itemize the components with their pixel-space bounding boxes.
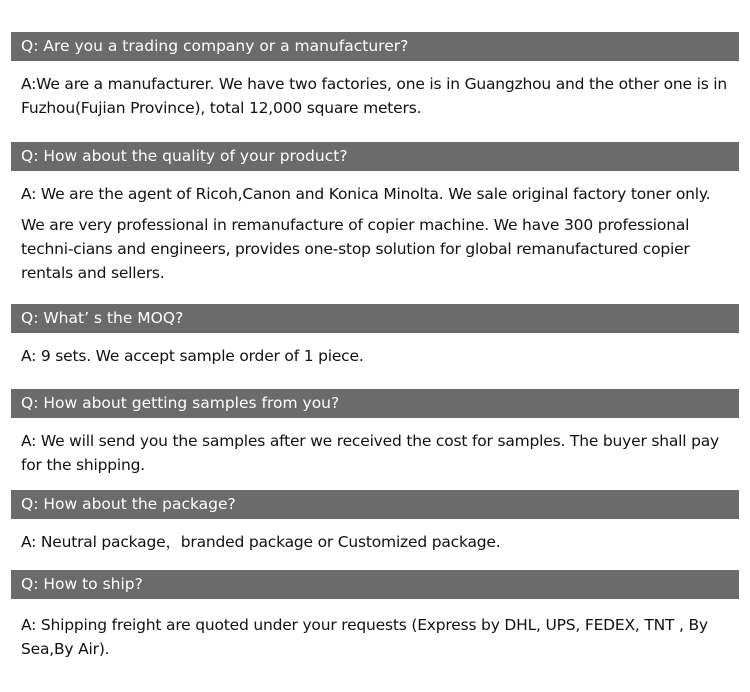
faq-answer-6 xyxy=(21,613,743,661)
faq-question-5: Q: How about the package? xyxy=(11,490,739,519)
faq-question-4: Q: How about getting samples from you? xyxy=(11,389,739,418)
faq-answer-2 xyxy=(21,182,743,206)
faq-answer-3 xyxy=(21,344,743,368)
faq-answer-5-text: A: Neutral package，branded package or Customized package. xyxy=(21,533,501,551)
faq-question-2: Q: How about the quality of your product? xyxy=(11,142,739,171)
faq-answer-5 xyxy=(21,530,743,554)
faq-answer-4 xyxy=(21,429,743,477)
faq-question-3: Q: What’ s the MOQ? xyxy=(11,304,739,333)
faq-question-6: Q: How to ship? xyxy=(11,570,739,599)
faq-answer-6-text: A: Shipping freight are quoted under your requests (Express by DHL, UPS, FEDEX, TNT , By Sea,By Air). xyxy=(21,616,708,658)
faq-question-1: Q: Are you a trading company or a manufacturer? xyxy=(11,32,739,61)
faq-answer-1-text: A:We are a manufacturer. We have two factories, one is in Guangzhou and the other one is in Fuzhou(Fujian Province), total 12,000 square meters. xyxy=(21,75,728,117)
faq-answer-4-text: A: We will send you the samples after we received the cost for samples. The buyer shall pay for the shipping. xyxy=(21,432,720,474)
faq-answer-3-text: A: 9 sets. We accept sample order of 1 piece. xyxy=(21,347,364,365)
faq-answer-2-text-2: We are very professional in remanufacture of copier machine. We have 300 professional techni-cians and engineers, provides one-stop solution for global remanufactured copier rentals and sellers. xyxy=(21,216,690,282)
faq-answer-2-text-1: A: We are the agent of Ricoh,Canon and Konica Minolta. We sale original factory toner only. xyxy=(21,185,711,203)
faq-answer-2b xyxy=(21,213,743,285)
faq-answer-1 xyxy=(21,72,743,120)
